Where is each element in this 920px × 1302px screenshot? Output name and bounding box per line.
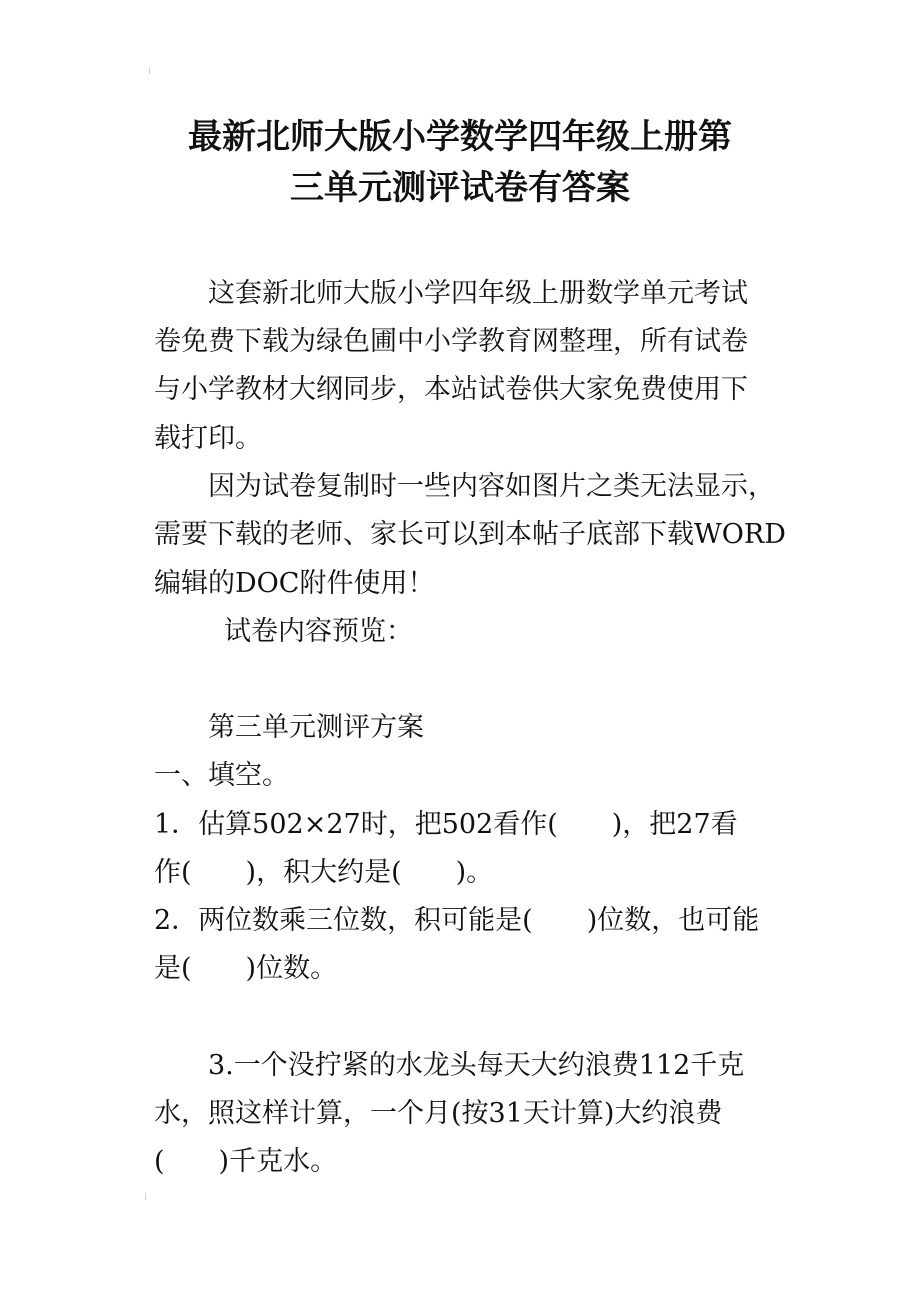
notice-line-2: 需要下载的老师、家长可以到本帖子底部下载WORD — [154, 519, 786, 550]
intro-line-2: 卷免费下载为绿色圃中小学教育网整理，所有试卷 — [154, 326, 748, 357]
intro-line-3: 与小学教材大纲同步，本站试卷供大家免费使用下 — [154, 374, 748, 405]
question-1-line-2: 作( )，积大约是( )。 — [154, 857, 494, 888]
corner-mark-bottom: ⁞ — [144, 1192, 148, 1203]
question-1-line-1: 1．估算502×27时，把502看作( )，把27看 — [154, 809, 738, 840]
corner-mark-top: ⁞ — [148, 66, 152, 77]
intro-line-1: 这套新北师大版小学四年级上册数学单元考试 — [208, 278, 748, 309]
section-title: 第三单元测评方案 — [208, 712, 424, 743]
notice-line-3: 编辑的DOC附件使用！ — [154, 568, 435, 599]
question-3-line-3: ( )千克水。 — [154, 1146, 338, 1177]
part-heading: 一、填空。 — [154, 760, 289, 791]
question-2-line-1: 2．两位数乘三位数，积可能是( )位数，也可能 — [154, 905, 760, 936]
intro-line-4: 载打印。 — [154, 423, 262, 454]
notice-line-1: 因为试卷复制时一些内容如图片之类无法显示， — [208, 471, 775, 502]
title-line-2: 三单元测评试卷有答案 — [290, 168, 630, 208]
title-line-1: 最新北师大版小学数学四年级上册第 — [188, 117, 732, 157]
question-2-line-2: 是( )位数。 — [154, 953, 338, 984]
question-3-line-2: 水，照这样计算，一个月(按31天计算)大约浪费 — [154, 1098, 723, 1129]
preview-label: 试卷内容预览： — [224, 616, 413, 647]
question-3-line-1: 3.一个没拧紧的水龙头每天大约浪费112千克 — [208, 1050, 745, 1081]
